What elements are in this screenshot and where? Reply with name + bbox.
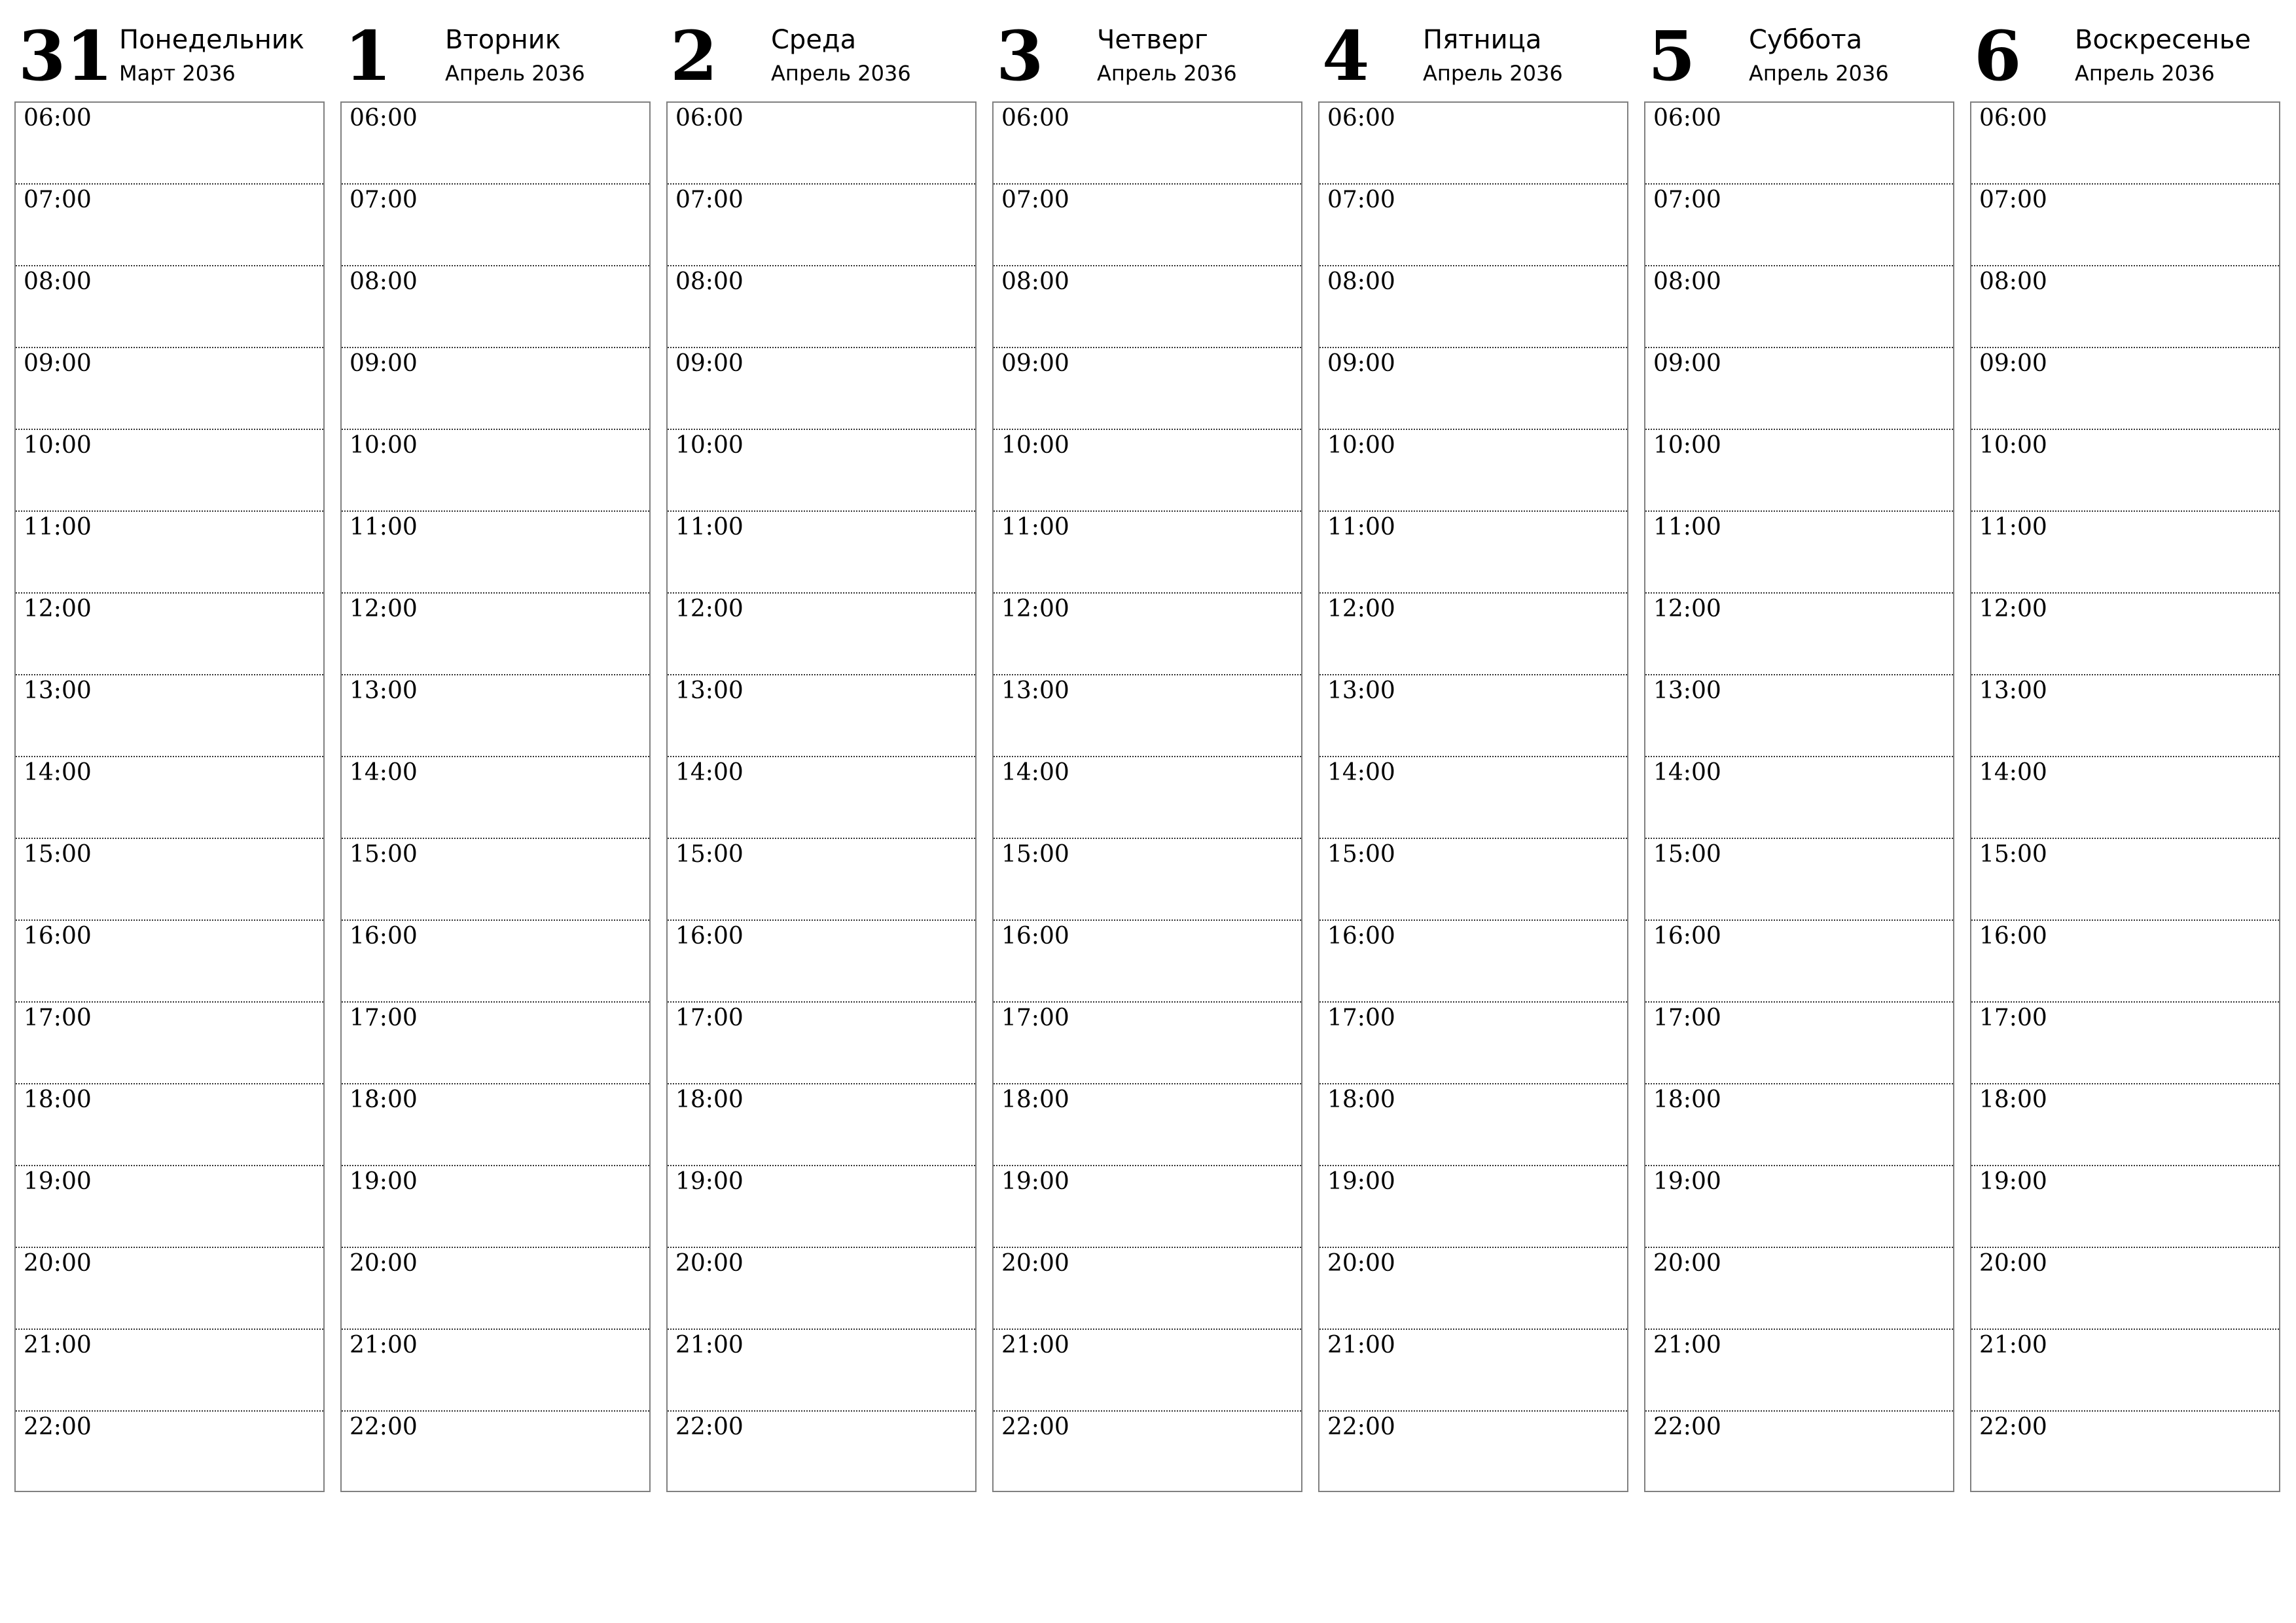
time-label: 13:00 (24, 677, 92, 704)
time-label: 08:00 (24, 268, 92, 295)
time-label: 10:00 (1653, 432, 1721, 459)
time-label: 10:00 (1001, 432, 1069, 459)
time-label: 18:00 (1979, 1086, 2047, 1113)
time-label: 19:00 (1001, 1168, 1069, 1195)
time-slot (668, 839, 975, 921)
time-slot (1971, 348, 2279, 430)
time-slot (1645, 103, 1953, 185)
time-slot (994, 1412, 1301, 1493)
time-label: 13:00 (350, 677, 418, 704)
time-label: 07:00 (350, 187, 418, 213)
time-label: 20:00 (1979, 1250, 2047, 1277)
time-slot (994, 266, 1301, 348)
time-label: 18:00 (675, 1086, 744, 1113)
day-header (340, 0, 653, 98)
time-slot (668, 757, 975, 839)
day-schedule (992, 101, 1302, 1492)
day-column-thursday (992, 0, 1305, 1505)
time-slot (342, 103, 649, 185)
time-slot (342, 1412, 649, 1493)
time-slot (342, 1330, 649, 1412)
time-slot (1645, 185, 1953, 266)
time-slot (1971, 839, 2279, 921)
time-slot (16, 1003, 323, 1084)
time-slot (668, 1330, 975, 1412)
time-slot (16, 921, 323, 1003)
time-label: 13:00 (675, 677, 744, 704)
time-slot (994, 1084, 1301, 1166)
time-label: 10:00 (1327, 432, 1395, 459)
time-label: 19:00 (1327, 1168, 1395, 1195)
time-label: 17:00 (1001, 1005, 1069, 1031)
time-slot (994, 1248, 1301, 1330)
time-label: 08:00 (350, 268, 418, 295)
time-slot (1319, 185, 1627, 266)
time-slot (16, 757, 323, 839)
time-label: 16:00 (24, 923, 92, 950)
time-slot (994, 839, 1301, 921)
time-slot (1971, 1330, 2279, 1412)
time-slot (1645, 348, 1953, 430)
time-label: 19:00 (1653, 1168, 1721, 1195)
time-slot (668, 594, 975, 675)
time-slot (1971, 1084, 2279, 1166)
time-slot (16, 1412, 323, 1493)
time-label: 15:00 (1001, 841, 1069, 868)
time-label: 13:00 (1979, 677, 2047, 704)
time-label: 17:00 (1653, 1005, 1721, 1031)
time-label: 21:00 (1979, 1332, 2047, 1359)
time-slot (1971, 266, 2279, 348)
time-label: 12:00 (1001, 596, 1069, 622)
time-slot (668, 430, 975, 512)
month-year: Апрель 2036 (771, 61, 911, 86)
time-slot (1645, 1166, 1953, 1248)
time-slot (1319, 430, 1627, 512)
day-name: Воскресенье (2075, 25, 2251, 55)
day-number: 3 (996, 16, 1044, 96)
time-label: 15:00 (1327, 841, 1395, 868)
time-slot (16, 1248, 323, 1330)
time-slot (342, 512, 649, 594)
time-label: 16:00 (350, 923, 418, 950)
time-label: 22:00 (1327, 1414, 1395, 1440)
time-label: 14:00 (1327, 759, 1395, 786)
time-label: 12:00 (350, 596, 418, 622)
time-slot (994, 757, 1301, 839)
day-number: 5 (1648, 16, 1696, 96)
month-year: Апрель 2036 (445, 61, 585, 86)
weekly-planner (14, 0, 2286, 1505)
time-label: 21:00 (1001, 1332, 1069, 1359)
time-slot (668, 103, 975, 185)
time-slot (342, 185, 649, 266)
time-slot (1645, 512, 1953, 594)
time-label: 09:00 (350, 350, 418, 377)
time-label: 19:00 (1979, 1168, 2047, 1195)
time-slot (668, 1003, 975, 1084)
time-label: 06:00 (675, 105, 744, 132)
time-slot (994, 430, 1301, 512)
time-label: 11:00 (1979, 514, 2047, 541)
time-slot (1645, 1248, 1953, 1330)
time-slot (1971, 185, 2279, 266)
time-label: 18:00 (1327, 1086, 1395, 1113)
time-slot (342, 430, 649, 512)
time-slot (1319, 348, 1627, 430)
time-label: 18:00 (350, 1086, 418, 1113)
time-label: 11:00 (1327, 514, 1395, 541)
time-label: 09:00 (1327, 350, 1395, 377)
time-label: 11:00 (24, 514, 92, 541)
time-slot (16, 1084, 323, 1166)
time-slot (1319, 594, 1627, 675)
time-label: 07:00 (1001, 187, 1069, 213)
month-year: Апрель 2036 (1749, 61, 1889, 86)
time-label: 22:00 (1653, 1414, 1721, 1440)
time-label: 11:00 (1001, 514, 1069, 541)
time-slot (342, 921, 649, 1003)
time-label: 07:00 (1979, 187, 2047, 213)
time-label: 19:00 (24, 1168, 92, 1195)
time-label: 11:00 (675, 514, 744, 541)
time-label: 15:00 (675, 841, 744, 868)
time-slot (1319, 1330, 1627, 1412)
time-label: 18:00 (1001, 1086, 1069, 1113)
day-header (1318, 0, 1631, 98)
day-schedule (340, 101, 651, 1492)
time-slot (668, 1412, 975, 1493)
time-slot (1971, 430, 2279, 512)
time-label: 09:00 (1001, 350, 1069, 377)
time-label: 19:00 (675, 1168, 744, 1195)
time-slot (342, 1003, 649, 1084)
time-label: 20:00 (1327, 1250, 1395, 1277)
time-label: 15:00 (1653, 841, 1721, 868)
time-slot (342, 1084, 649, 1166)
time-slot (668, 1166, 975, 1248)
month-year: Март 2036 (119, 61, 236, 86)
time-slot (994, 1003, 1301, 1084)
time-slot (668, 921, 975, 1003)
time-label: 14:00 (350, 759, 418, 786)
time-label: 06:00 (350, 105, 418, 132)
time-label: 09:00 (1653, 350, 1721, 377)
time-slot (342, 348, 649, 430)
time-label: 08:00 (1001, 268, 1069, 295)
time-label: 06:00 (1001, 105, 1069, 132)
day-schedule (1970, 101, 2280, 1492)
time-label: 14:00 (675, 759, 744, 786)
day-header (14, 0, 327, 98)
time-slot (668, 1248, 975, 1330)
time-slot (994, 1166, 1301, 1248)
time-label: 17:00 (24, 1005, 92, 1031)
time-label: 12:00 (675, 596, 744, 622)
time-label: 15:00 (1979, 841, 2047, 868)
time-label: 10:00 (675, 432, 744, 459)
day-number: 1 (344, 16, 392, 96)
day-header (1644, 0, 1957, 98)
time-slot (1645, 757, 1953, 839)
time-label: 16:00 (1001, 923, 1069, 950)
time-slot (1645, 921, 1953, 1003)
time-slot (1971, 1166, 2279, 1248)
time-label: 13:00 (1653, 677, 1721, 704)
time-slot (1319, 675, 1627, 757)
time-slot (1645, 1003, 1953, 1084)
time-slot (1645, 594, 1953, 675)
time-slot (668, 348, 975, 430)
time-slot (1319, 266, 1627, 348)
time-label: 18:00 (1653, 1086, 1721, 1113)
time-label: 16:00 (1327, 923, 1395, 950)
time-slot (1319, 757, 1627, 839)
day-header (992, 0, 1305, 98)
time-label: 12:00 (1653, 596, 1721, 622)
day-column-sunday (1970, 0, 2283, 1505)
day-schedule (14, 101, 325, 1492)
time-slot (16, 430, 323, 512)
time-label: 16:00 (1653, 923, 1721, 950)
time-slot (1971, 1003, 2279, 1084)
time-slot (16, 512, 323, 594)
day-schedule (1318, 101, 1628, 1492)
time-label: 21:00 (350, 1332, 418, 1359)
time-label: 16:00 (1979, 923, 2047, 950)
time-label: 08:00 (1653, 268, 1721, 295)
time-slot (16, 348, 323, 430)
time-slot (668, 675, 975, 757)
time-slot (668, 266, 975, 348)
time-label: 09:00 (1979, 350, 2047, 377)
time-slot (16, 266, 323, 348)
day-number: 31 (18, 16, 113, 96)
day-column-friday (1318, 0, 1631, 1505)
time-label: 06:00 (1653, 105, 1721, 132)
time-slot (342, 1248, 649, 1330)
day-column-tuesday (340, 0, 653, 1505)
time-slot (16, 103, 323, 185)
time-slot (16, 1166, 323, 1248)
time-label: 08:00 (675, 268, 744, 295)
time-slot (1645, 1084, 1953, 1166)
time-label: 20:00 (1001, 1250, 1069, 1277)
day-header (1970, 0, 2283, 98)
time-label: 12:00 (24, 596, 92, 622)
time-label: 07:00 (675, 187, 744, 213)
time-label: 14:00 (24, 759, 92, 786)
time-label: 11:00 (1653, 514, 1721, 541)
time-label: 07:00 (1327, 187, 1395, 213)
day-name: Четверг (1097, 25, 1208, 55)
time-label: 06:00 (24, 105, 92, 132)
time-label: 22:00 (1979, 1414, 2047, 1440)
time-label: 20:00 (1653, 1250, 1721, 1277)
time-slot (342, 757, 649, 839)
time-label: 17:00 (1327, 1005, 1395, 1031)
time-label: 09:00 (24, 350, 92, 377)
time-slot (1645, 839, 1953, 921)
time-slot (994, 185, 1301, 266)
day-number: 6 (1974, 16, 2022, 96)
time-label: 21:00 (675, 1332, 744, 1359)
time-slot (342, 839, 649, 921)
day-name: Суббота (1749, 25, 1863, 55)
month-year: Апрель 2036 (1097, 61, 1237, 86)
time-label: 08:00 (1327, 268, 1395, 295)
day-column-monday (14, 0, 327, 1505)
time-label: 10:00 (24, 432, 92, 459)
time-label: 17:00 (675, 1005, 744, 1031)
time-slot (994, 921, 1301, 1003)
time-label: 22:00 (1001, 1414, 1069, 1440)
time-slot (1319, 103, 1627, 185)
day-name: Понедельник (119, 25, 305, 55)
time-label: 17:00 (350, 1005, 418, 1031)
time-slot (1971, 675, 2279, 757)
day-column-saturday (1644, 0, 1957, 1505)
time-slot (1971, 594, 2279, 675)
time-slot (1319, 1166, 1627, 1248)
month-year: Апрель 2036 (2075, 61, 2215, 86)
time-label: 14:00 (1979, 759, 2047, 786)
time-label: 20:00 (675, 1250, 744, 1277)
time-slot (1645, 1330, 1953, 1412)
time-label: 20:00 (24, 1250, 92, 1277)
day-schedule (1644, 101, 1954, 1492)
time-slot (1645, 1412, 1953, 1493)
time-slot (1971, 103, 2279, 185)
time-slot (342, 266, 649, 348)
month-year: Апрель 2036 (1423, 61, 1563, 86)
time-label: 14:00 (1001, 759, 1069, 786)
time-slot (1319, 921, 1627, 1003)
time-slot (16, 1330, 323, 1412)
time-label: 21:00 (1327, 1332, 1395, 1359)
time-slot (1319, 1248, 1627, 1330)
time-label: 15:00 (24, 841, 92, 868)
time-label: 22:00 (24, 1414, 92, 1440)
time-label: 17:00 (1979, 1005, 2047, 1031)
time-label: 07:00 (1653, 187, 1721, 213)
time-slot (994, 348, 1301, 430)
time-slot (994, 675, 1301, 757)
time-label: 14:00 (1653, 759, 1721, 786)
time-label: 11:00 (350, 514, 418, 541)
time-label: 18:00 (24, 1086, 92, 1113)
time-slot (1319, 1412, 1627, 1493)
time-label: 19:00 (350, 1168, 418, 1195)
time-label: 20:00 (350, 1250, 418, 1277)
day-header (666, 0, 979, 98)
day-schedule (666, 101, 977, 1492)
time-slot (1971, 512, 2279, 594)
time-label: 21:00 (24, 1332, 92, 1359)
time-slot (994, 594, 1301, 675)
time-slot (16, 185, 323, 266)
time-slot (994, 1330, 1301, 1412)
time-slot (1971, 921, 2279, 1003)
time-slot (16, 675, 323, 757)
time-slot (1971, 1248, 2279, 1330)
time-label: 13:00 (1327, 677, 1395, 704)
time-slot (1319, 1003, 1627, 1084)
time-slot (1645, 266, 1953, 348)
time-label: 06:00 (1327, 105, 1395, 132)
time-label: 08:00 (1979, 268, 2047, 295)
time-label: 07:00 (24, 187, 92, 213)
time-slot (1645, 675, 1953, 757)
time-slot (1319, 512, 1627, 594)
time-label: 15:00 (350, 841, 418, 868)
day-name: Среда (771, 25, 857, 55)
time-slot (994, 103, 1301, 185)
time-label: 12:00 (1979, 596, 2047, 622)
time-label: 06:00 (1979, 105, 2047, 132)
time-label: 22:00 (350, 1414, 418, 1440)
day-name: Пятница (1423, 25, 1542, 55)
day-column-wednesday (666, 0, 979, 1505)
time-slot (668, 1084, 975, 1166)
time-label: 13:00 (1001, 677, 1069, 704)
time-label: 12:00 (1327, 596, 1395, 622)
day-number: 4 (1322, 16, 1370, 96)
time-slot (342, 1166, 649, 1248)
time-label: 09:00 (675, 350, 744, 377)
time-slot (668, 512, 975, 594)
time-slot (994, 512, 1301, 594)
day-name: Вторник (445, 25, 561, 55)
time-label: 16:00 (675, 923, 744, 950)
day-number: 2 (670, 16, 718, 96)
time-slot (16, 839, 323, 921)
time-slot (1971, 757, 2279, 839)
time-slot (1645, 430, 1953, 512)
time-slot (1319, 1084, 1627, 1166)
time-label: 21:00 (1653, 1332, 1721, 1359)
time-label: 22:00 (675, 1414, 744, 1440)
time-slot (342, 675, 649, 757)
time-slot (668, 185, 975, 266)
time-slot (342, 594, 649, 675)
time-label: 10:00 (350, 432, 418, 459)
time-label: 10:00 (1979, 432, 2047, 459)
time-slot (16, 594, 323, 675)
time-slot (1971, 1412, 2279, 1493)
time-slot (1319, 839, 1627, 921)
